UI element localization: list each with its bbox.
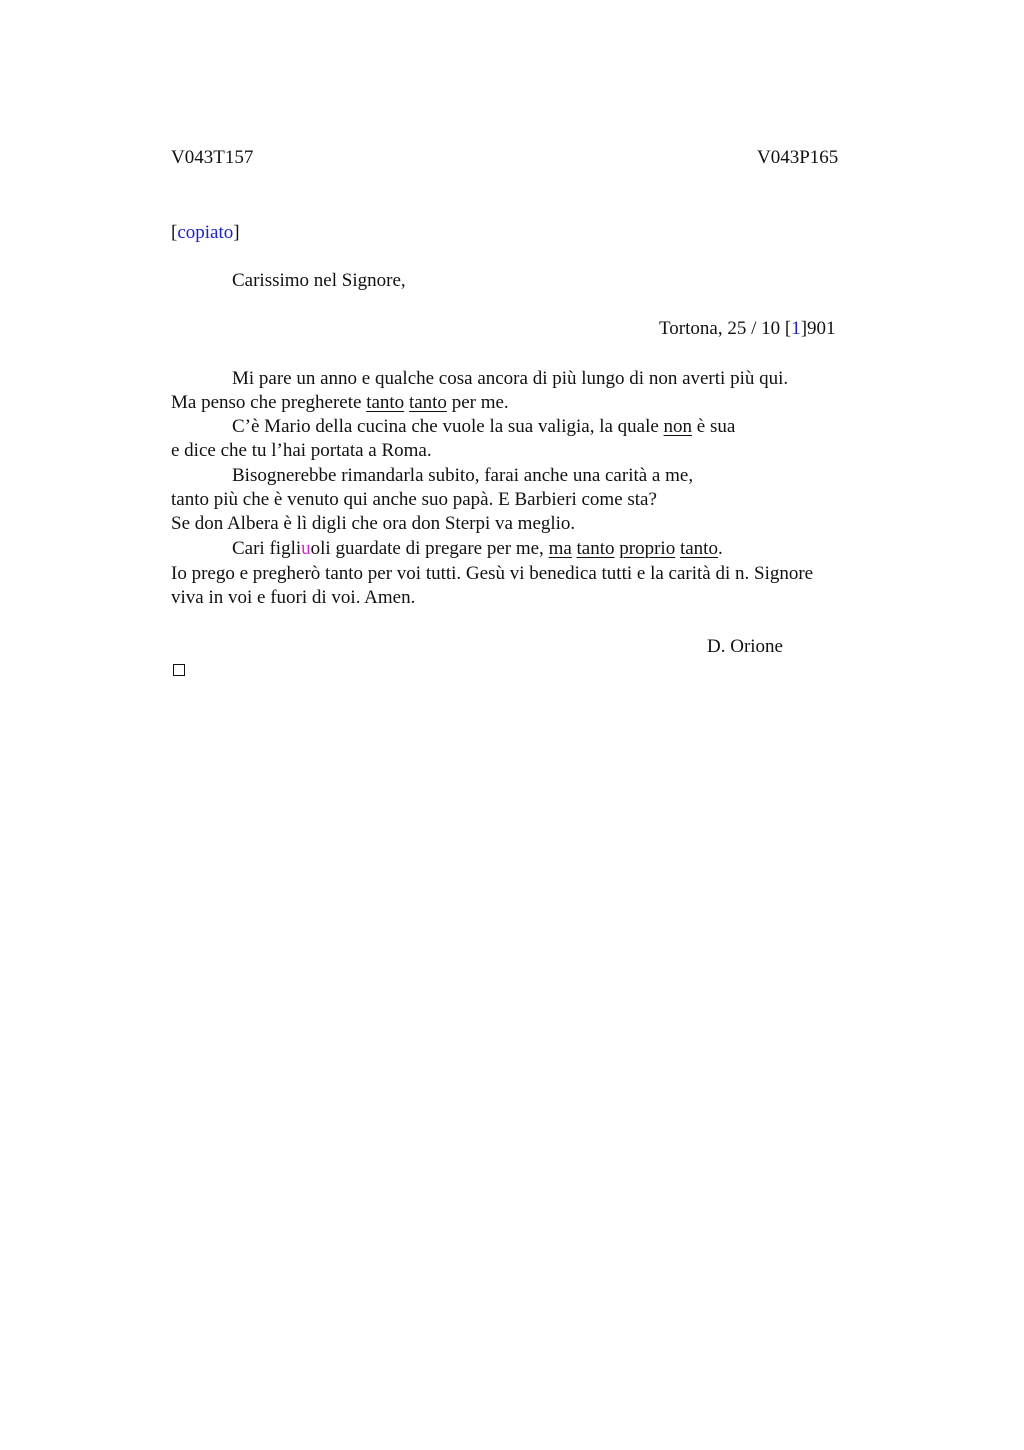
underlined-word: tanto bbox=[576, 538, 615, 559]
body-line bbox=[232, 415, 735, 439]
body-line bbox=[171, 391, 509, 415]
body-line: Bisognerebbe rimandarla subito, farai anche una carità a me, bbox=[232, 465, 694, 486]
body-line: Se don Albera è lì digli che ora don Sterpi va meglio. bbox=[171, 513, 576, 534]
text-span: Cari figli bbox=[232, 538, 302, 559]
checkbox-icon bbox=[173, 664, 185, 676]
text-span: per me. bbox=[446, 392, 509, 413]
underlined-word: tanto bbox=[679, 538, 718, 559]
note-close-bracket: ] bbox=[233, 222, 240, 243]
underlined-word: proprio bbox=[619, 538, 676, 559]
note-label: copiato bbox=[177, 222, 234, 243]
dateline-inserted-digit: 1 bbox=[791, 318, 801, 339]
body-line: Io prego e pregherò tanto per voi tutti. Gesù vi benedica tutti e la carità di n. Signore bbox=[171, 563, 814, 584]
text-span: è sua bbox=[692, 416, 736, 437]
body-line bbox=[232, 537, 723, 561]
copy-note bbox=[171, 221, 240, 245]
underlined-word: ma bbox=[548, 538, 572, 559]
dateline bbox=[659, 317, 836, 341]
dateline-prefix: Tortona, 25 / 10 [ bbox=[659, 318, 792, 339]
dateline-suffix: ]901 bbox=[800, 318, 836, 339]
underlined-word: tanto bbox=[408, 392, 447, 413]
underlined-word: tanto bbox=[366, 392, 405, 413]
text-span: oli guardate di pregare per me, bbox=[310, 538, 549, 559]
body-line: tanto più che è venuto qui anche suo papà. E Barbieri come sta? bbox=[171, 489, 657, 510]
header-left-code: V043T157 bbox=[171, 147, 254, 168]
body-line: e dice che tu l’hai portata a Roma. bbox=[171, 440, 432, 461]
underlined-word: non bbox=[663, 416, 693, 437]
signature: D. Orione bbox=[707, 636, 783, 657]
header-right-code: V043P165 bbox=[757, 147, 839, 168]
body-line: Mi pare un anno e qualche cosa ancora di più lungo di non averti più qui. bbox=[232, 368, 789, 389]
text-span: . bbox=[717, 538, 723, 559]
salutation: Carissimo nel Signore, bbox=[232, 270, 406, 291]
inserted-letter: u bbox=[301, 538, 311, 559]
text-span: C’è Mario della cucina che vuole la sua valigia, la quale bbox=[232, 416, 664, 437]
body-line: viva in voi e fuori di voi. Amen. bbox=[171, 587, 416, 608]
text-span: Ma penso che pregherete bbox=[171, 392, 367, 413]
note-open-bracket: [ bbox=[171, 222, 178, 243]
